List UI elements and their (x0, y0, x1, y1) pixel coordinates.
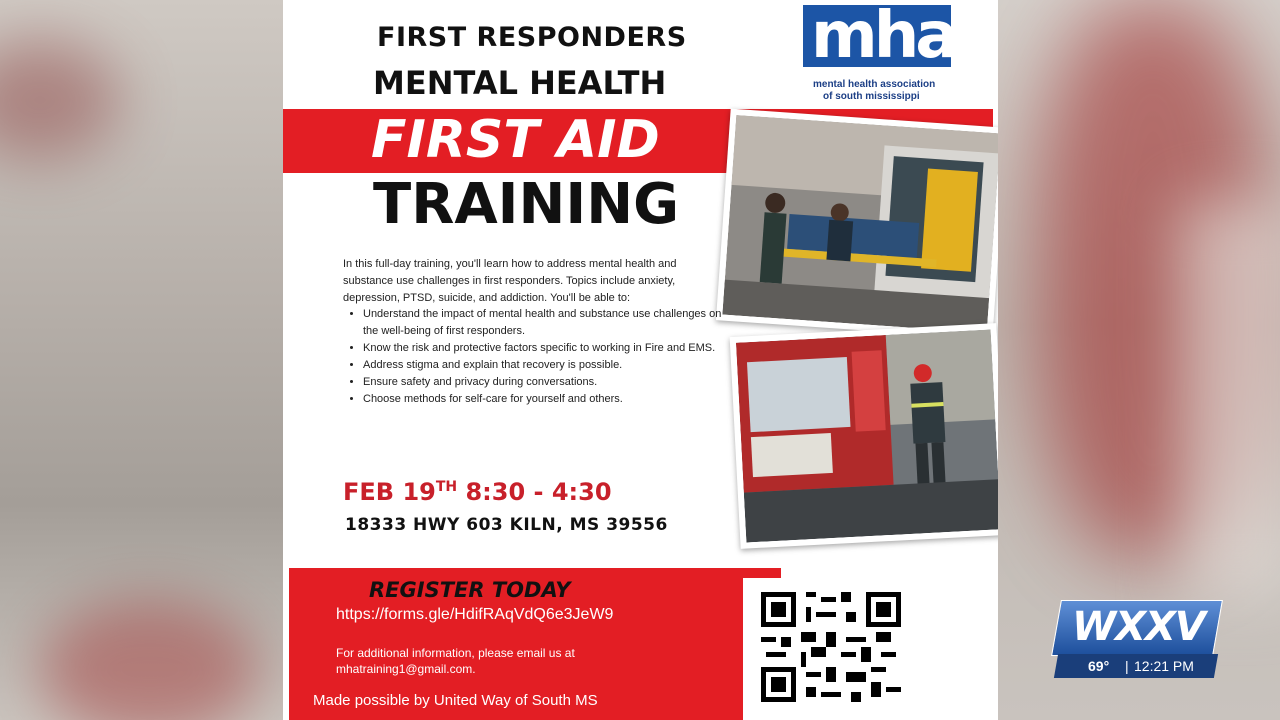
qr-code-icon (761, 592, 901, 702)
sponsor-credit: Made possible by United Way of South MS (313, 692, 598, 709)
badge-separator: | (1125, 658, 1129, 674)
training-flyer (283, 0, 998, 720)
heading-training: TRAINING (373, 172, 680, 237)
register-url: https://forms.gle/HdifRAqVdQ6e3JeW9 (336, 606, 614, 623)
training-description: In this full-day training, you'll learn how to address mental health and substance use challenges in first responders. Topics include anxiety, depression, PTSD, suicide, and addiction. You'll be able to: (343, 258, 677, 304)
heading-mental-health: MENTAL HEALTH (373, 64, 667, 102)
blurred-background-left (0, 0, 283, 720)
heading-first-aid: FIRST AID (371, 110, 660, 170)
photo-ambulance-stretcher (716, 109, 998, 340)
objective-item: • Know the risk and protective factors specific to working in Fire and EMS. (363, 340, 728, 357)
register-title: REGISTER TODAY (369, 578, 571, 602)
objective-item: • Ensure safety and privacy during conversations. (363, 374, 728, 391)
event-time: 8:30 - 4:30 (457, 478, 612, 506)
heading-first-responders: FIRST RESPONDERS (377, 22, 687, 53)
wxxv-logo: WXXV (1072, 604, 1205, 650)
event-date: FEB 19 (343, 478, 436, 506)
mha-logo (803, 0, 963, 102)
temperature-readout: 69° (1088, 658, 1110, 674)
objective-item: • Understand the impact of mental health and substance use challenges on the well-being of first responders. (363, 306, 728, 340)
mha-logo-letters: mha (811, 0, 955, 73)
mha-org-name-line2: of south mississippi (823, 91, 920, 102)
wxxv-station-badge (1056, 600, 1218, 680)
objective-item: • Address stigma and explain that recovery is possible. (363, 357, 728, 374)
objective-item: • Choose methods for self-care for yourself and others. (363, 391, 728, 408)
learning-objectives-list (343, 306, 728, 408)
clock-readout: 12:21 PM (1134, 658, 1194, 674)
date-ordinal: TH (435, 479, 458, 495)
mha-org-name-line1: mental health association (813, 79, 936, 90)
contact-info: For additional information, please email us at mhatraining1@gmail.com. (336, 646, 575, 676)
event-date-time (343, 478, 612, 506)
event-address: 18333 HWY 603 KILN, MS 39556 (345, 515, 668, 535)
photo-firefighter-truck (730, 323, 998, 549)
